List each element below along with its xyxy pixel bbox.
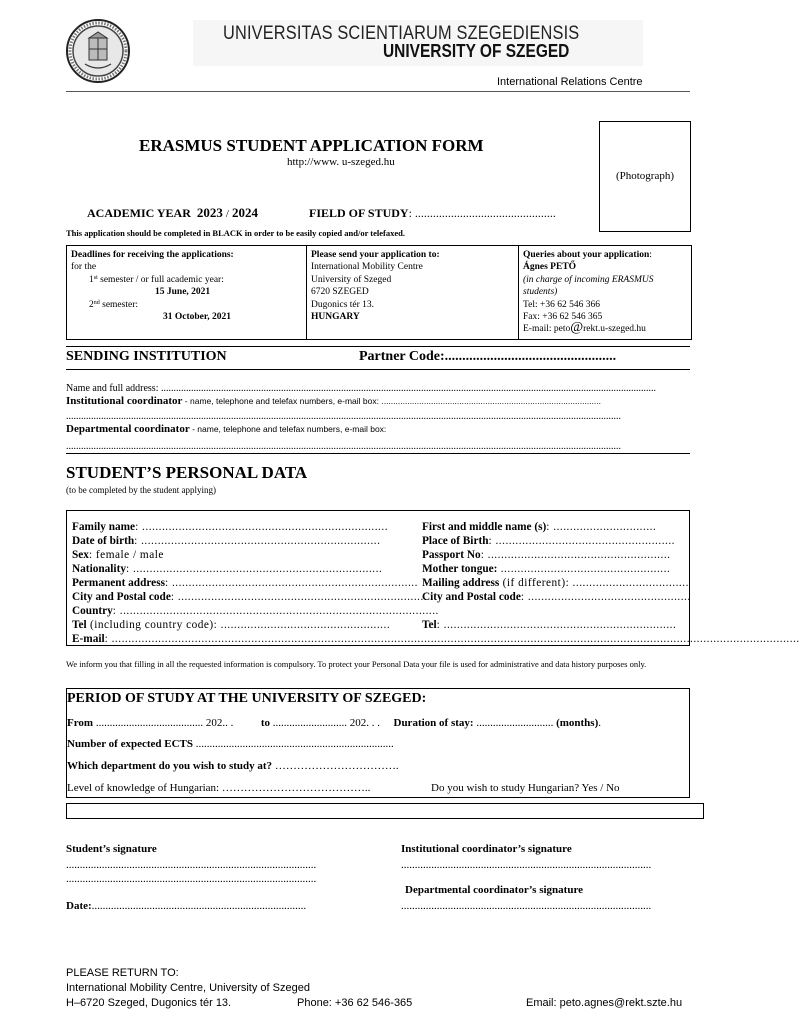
personal-field-right-0[interactable]: First and middle name (s): ............................... <box>422 521 657 533</box>
wordmark-latin: UNIVERSITAS SCIENTIARUM SZEGEDIENSIS <box>223 23 580 44</box>
sending-institution-header <box>66 346 690 370</box>
duration-label: Duration of stay: <box>393 717 474 729</box>
send-to-heading: Please send your application to: <box>311 250 440 260</box>
contact-role-2: students) <box>523 287 558 298</box>
duration-field[interactable]: ............................ <box>473 717 554 729</box>
first-semester-line: 1st semester / or full academic year: <box>89 274 224 285</box>
field-of-study-label: FIELD OF STUDY <box>309 206 409 220</box>
to-label: to <box>260 717 270 729</box>
deadlines-for-the: for the <box>71 262 97 273</box>
application-info-table <box>66 245 692 340</box>
departmental-coordinator-field[interactable]: Departmental coordinator - name, telephone and telefax numbers, e-mail box: <box>66 423 387 435</box>
academic-year-separator: / <box>225 208 229 220</box>
personal-field-right-1[interactable]: Place of Birth: ...................................................... <box>422 535 675 547</box>
second-semester-deadline: 31 October, 2021 <box>163 312 231 323</box>
completion-note: This application should be completed in BLACK in order to be easily copied and/or telefaxed. <box>66 228 406 238</box>
hungarian-study-question[interactable]: Do you wish to study Hungarian? Yes / No <box>431 782 620 794</box>
academic-year <box>87 205 258 221</box>
hungarian-level-field[interactable]: Level of knowledge of Hungarian: ………………………………….. <box>67 782 371 794</box>
personal-data-right-column <box>422 520 691 632</box>
period-of-study-heading: PERIOD OF STUDY AT THE UNIVERSITY OF SZEGED: <box>67 691 427 706</box>
send-to-cell <box>307 246 519 339</box>
header-divider <box>66 91 690 92</box>
department-row[interactable]: Which department do you wish to study at? ……………………………. <box>67 760 399 772</box>
wordmark-english: UNIVERSITY OF SZEGED <box>383 41 570 61</box>
deadlines-heading: Deadlines for receiving the applications: <box>71 250 234 260</box>
footer-phone: Phone: +36 62 546-365 <box>297 997 413 1009</box>
personal-field-left-3[interactable]: Nationality: ........................................................................... <box>72 563 383 575</box>
queries-cell <box>519 246 691 339</box>
department-name: International Relations Centre <box>497 76 643 88</box>
departmental-signature-label: Departmental coordinator’s signature <box>405 884 584 896</box>
send-to-line-1: International Mobility Centre <box>311 262 423 273</box>
student-signature-label: Student’s signature <box>66 843 157 855</box>
send-to-line-3: 6720 SZEGED <box>311 287 369 298</box>
period-dates-row: From ....................................... 202.. . to ........................... 202. . . Duration of stay: ............................ (months). <box>67 717 601 729</box>
student-signature-line-1[interactable]: ........................................................................................... <box>66 859 317 871</box>
academic-year-from: 2023 <box>196 205 223 220</box>
website-url: http://www. u-szeged.hu <box>287 156 395 168</box>
data-protection-notice: We inform you that filling in all the requested information is compulsory. To protect your Personal Data your file is used for administrative and data history purposes only. <box>66 659 647 669</box>
personal-field-right-6[interactable] <box>422 604 684 618</box>
personal-field-right-3[interactable]: Mother tongue: ................................................... <box>422 563 671 575</box>
to-field[interactable]: ........................... 202. . . <box>270 717 380 729</box>
footer-address: H–6720 Szeged, Dugonics tér 13. <box>66 997 232 1009</box>
second-semester-line: 2nd semester: <box>89 299 139 310</box>
at-sign: @ <box>570 320 584 336</box>
academic-year-to: 2024 <box>231 205 258 220</box>
photograph-label: (Photograph) <box>615 170 675 182</box>
return-address-footer <box>66 966 690 1011</box>
contact-role-1: (in charge of incoming ERASMUS <box>523 274 654 285</box>
footer-line-3 <box>66 996 690 1011</box>
personal-data-heading: STUDENT’S PERSONAL DATA <box>66 463 308 482</box>
field-of-study-value[interactable]: : ............................................... <box>408 206 556 220</box>
departmental-coordinator-dots[interactable]: .............................................................................................................................................................................................................................. <box>66 441 621 452</box>
personal-field-right-5[interactable]: City and Postal code: ................................................. <box>422 591 691 603</box>
signature-date-field[interactable]: Date:.............................................................................. <box>66 900 307 912</box>
personal-field-left-2[interactable]: Sex: female / male <box>72 549 164 561</box>
partner-code-field[interactable]: Partner Code:................................................. <box>359 349 617 364</box>
footer-email: Email: peto.agnes@rekt.szte.hu <box>526 997 683 1009</box>
institutional-signature-label: Institutional coordinator’s signature <box>401 843 572 855</box>
photograph-box[interactable] <box>599 121 691 232</box>
personal-field-right-7[interactable]: Tel: ...................................................................... <box>422 619 677 631</box>
institutional-coordinator-dots[interactable]: .............................................................................................................................................................................................................................. <box>66 411 621 422</box>
footer-line-1: PLEASE RETURN TO: <box>66 967 179 979</box>
academic-year-label: ACADEMIC YEAR <box>87 206 191 220</box>
from-field[interactable]: ....................................... 202.. . <box>93 717 234 729</box>
send-to-line-4: Dugonics tér 13. <box>311 299 375 310</box>
contact-name: Ágnes PETŐ <box>523 262 577 273</box>
send-to-line-2: University of Szeged <box>311 274 392 285</box>
personal-data-left-column <box>72 520 439 632</box>
sending-institution-fields <box>66 380 690 454</box>
name-address-field[interactable]: Name and full address: ...................................................................................................................................................................................................... <box>66 383 656 394</box>
footer-line-2: International Mobility Centre, University of Szeged <box>66 982 310 994</box>
personal-field-left-5[interactable]: City and Postal code: ........................................................................... <box>72 591 428 603</box>
field-of-study[interactable] <box>309 206 556 221</box>
university-wordmark <box>193 20 643 66</box>
ects-row[interactable]: Number of expected ECTS ........................................................................ <box>67 738 394 750</box>
period-of-study-box <box>66 688 690 798</box>
queries-heading: Queries about your application: <box>523 250 652 260</box>
personal-field-left-7[interactable]: Tel (including country code): ................................................... <box>72 619 391 631</box>
student-email-field[interactable]: E-mail: ............................................................................................................................................................................................................... <box>72 633 800 645</box>
first-semester-deadline: 15 June, 2021 <box>155 287 211 298</box>
personal-field-left-4[interactable]: Permanent address: .......................................................................... <box>72 577 418 589</box>
form-title: ERASMUS STUDENT APPLICATION FORM <box>139 136 484 155</box>
sending-institution-heading: SENDING INSTITUTION <box>66 349 227 364</box>
blank-bar <box>66 803 704 819</box>
months-label: (months) <box>556 717 599 729</box>
contact-email[interactable]: E-mail: peto@rekt.u-szeged.hu <box>523 320 646 336</box>
contact-fax: Fax: +36 62 546 365 <box>523 312 603 323</box>
personal-field-right-2[interactable]: Passport No: ....................................................... <box>422 549 671 561</box>
personal-field-left-0[interactable]: Family name: .......................................................................... <box>72 521 389 533</box>
send-to-line-5: HUNGARY <box>311 312 360 323</box>
deadlines-cell <box>67 246 307 339</box>
university-seal-logo <box>65 18 131 84</box>
personal-field-left-1[interactable]: Date of birth: ........................................................................ <box>72 535 381 547</box>
from-label: From <box>67 717 94 729</box>
contact-tel: Tel: +36 62 546 366 <box>523 299 600 310</box>
institutional-signature-line[interactable]: ........................................................................................... <box>401 859 652 871</box>
institutional-coordinator-field[interactable]: Institutional coordinator - name, telephone and telefax numbers, e-mail box: ............................................................................................. <box>66 395 601 407</box>
personal-data-subheading: (to be completed by the student applying) <box>66 485 216 495</box>
student-signature-line-2[interactable]: ........................................................................................... <box>66 873 317 885</box>
departmental-signature-line[interactable]: ........................................................................................... <box>401 900 652 912</box>
personal-field-right-4[interactable]: Mailing address (if different): ................................... <box>422 577 689 589</box>
personal-field-left-6[interactable]: Country: ................................................................................................ <box>72 605 439 617</box>
